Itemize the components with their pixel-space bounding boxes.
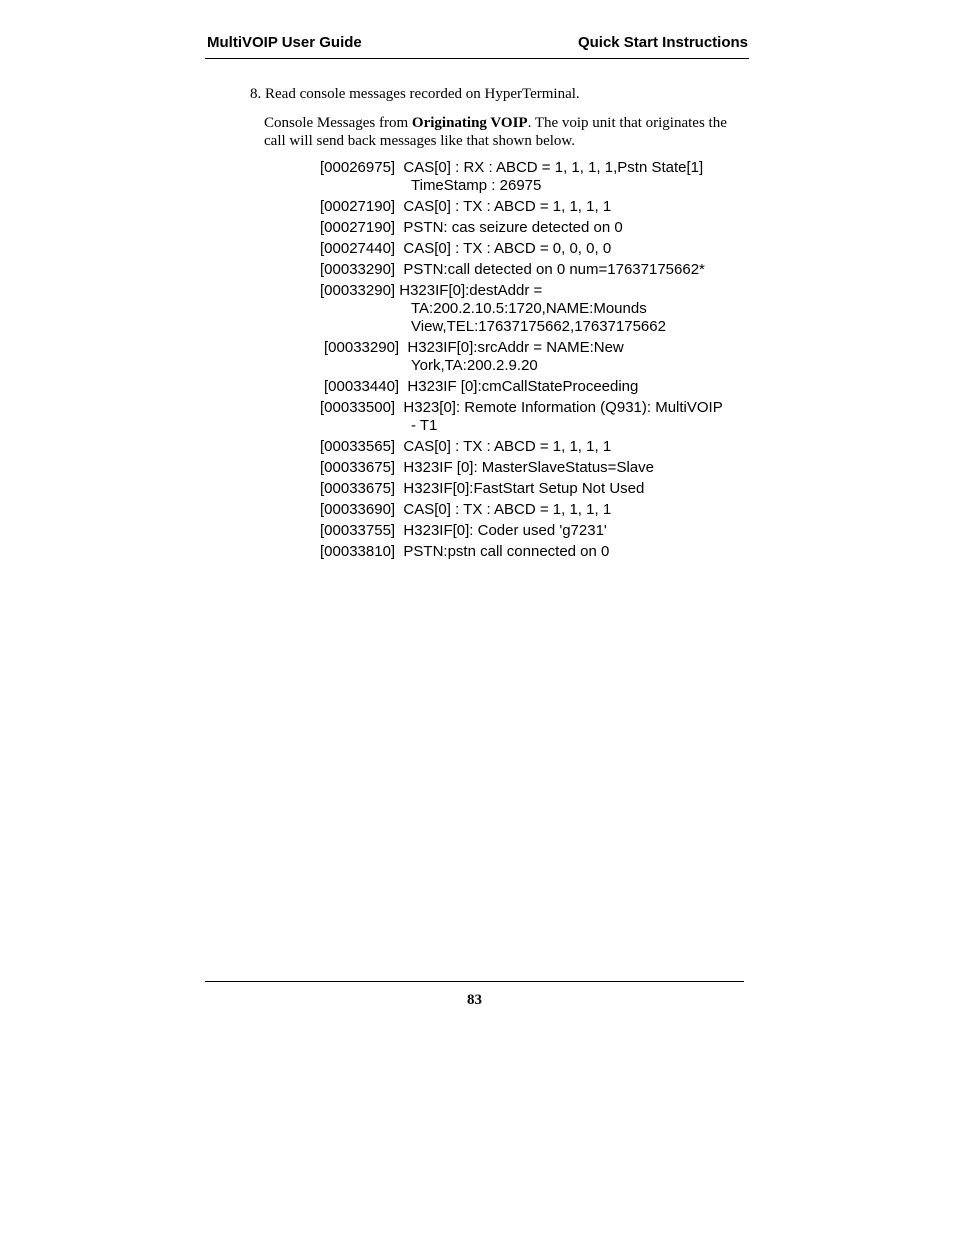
log-entry-first-line bbox=[320, 219, 750, 237]
log-timestamp: [00033500] bbox=[320, 399, 404, 416]
log-entry bbox=[320, 219, 750, 237]
log-timestamp: [00033755] bbox=[320, 522, 404, 539]
log-timestamp: [00027190] bbox=[320, 219, 404, 236]
log-entry-body bbox=[320, 438, 750, 456]
log-message: H323IF[0]:FastStart Setup Not Used bbox=[403, 480, 645, 497]
log-entry bbox=[320, 282, 750, 336]
log-message: CAS[0] : TX : ABCD = 1, 1, 1, 1 bbox=[403, 438, 612, 455]
running-header bbox=[207, 34, 748, 54]
log-entry bbox=[320, 399, 750, 435]
log-entry-body bbox=[320, 282, 750, 336]
log-entry-body bbox=[320, 543, 750, 561]
log-entry bbox=[320, 501, 750, 519]
footer-rule bbox=[205, 981, 744, 982]
log-entry bbox=[320, 459, 750, 477]
header-title: MultiVOIP User Guide bbox=[207, 34, 362, 51]
log-timestamp: [00033690] bbox=[320, 501, 404, 518]
log-entry-first-line bbox=[320, 339, 750, 357]
log-entry-body bbox=[320, 501, 750, 519]
log-entry bbox=[320, 378, 750, 396]
log-message: PSTN: cas seizure detected on 0 bbox=[403, 219, 623, 236]
log-entry-body bbox=[320, 159, 750, 195]
intro-paragraph bbox=[264, 114, 744, 150]
log-message: CAS[0] : TX : ABCD = 1, 1, 1, 1 bbox=[403, 501, 612, 518]
log-entry-first-line bbox=[320, 501, 750, 519]
log-message: H323IF[0]:destAddr = bbox=[399, 282, 543, 299]
intro-prefix: Console Messages from bbox=[264, 115, 412, 131]
log-entry-body bbox=[320, 261, 750, 279]
log-timestamp: [00033675] bbox=[320, 480, 404, 497]
log-entry bbox=[320, 261, 750, 279]
log-entry bbox=[320, 240, 750, 258]
log-timestamp: [00033290] bbox=[320, 282, 400, 299]
console-log bbox=[320, 159, 750, 564]
step-instruction: 8. Read console messages recorded on HyperTerminal. bbox=[250, 86, 580, 102]
log-message: H323IF[0]:srcAddr = NAME:New bbox=[407, 339, 624, 356]
log-entry bbox=[320, 198, 750, 216]
log-entry bbox=[320, 339, 750, 375]
log-message: CAS[0] : RX : ABCD = 1, 1, 1, 1,Pstn State[1] bbox=[403, 159, 704, 176]
log-message: CAS[0] : TX : ABCD = 0, 0, 0, 0 bbox=[403, 240, 612, 257]
log-entry bbox=[320, 438, 750, 456]
log-entry-first-line bbox=[320, 522, 750, 540]
header-section: Quick Start Instructions bbox=[577, 34, 748, 51]
log-timestamp: [00033675] bbox=[320, 459, 404, 476]
log-message-continuation: TimeStamp : 26975 bbox=[411, 177, 542, 194]
log-message-continuation: - T1 bbox=[411, 417, 438, 434]
log-entry-body bbox=[320, 240, 750, 258]
log-timestamp: [00026975] bbox=[320, 159, 404, 176]
log-entry-body bbox=[320, 339, 750, 375]
log-message: H323IF[0]: Coder used 'g7231' bbox=[403, 522, 607, 539]
page-number: 83 bbox=[467, 992, 482, 1008]
log-message-continuation: View,TEL:17637175662,17637175662 bbox=[411, 318, 666, 335]
log-timestamp: [00033810] bbox=[320, 543, 404, 560]
log-message: PSTN:pstn call connected on 0 bbox=[403, 543, 610, 560]
log-entry bbox=[320, 159, 750, 195]
log-entry-first-line bbox=[320, 480, 750, 498]
log-timestamp: [00033290] bbox=[320, 261, 404, 278]
log-entry-body bbox=[320, 198, 750, 216]
log-entry bbox=[320, 480, 750, 498]
intro-suffix: . The voip unit that originates the call will send back messages like that shown below. bbox=[264, 115, 727, 149]
log-entry-body bbox=[320, 480, 750, 498]
log-entry-first-line bbox=[320, 438, 750, 456]
log-entry-body bbox=[320, 219, 750, 237]
log-entry-first-line bbox=[320, 159, 750, 177]
log-message: H323IF [0]: MasterSlaveStatus=Slave bbox=[403, 459, 654, 476]
log-entry-first-line bbox=[320, 459, 750, 477]
log-entry bbox=[320, 543, 750, 561]
log-timestamp: [00027190] bbox=[320, 198, 404, 215]
header-rule bbox=[205, 58, 749, 59]
log-entry-first-line bbox=[320, 198, 750, 216]
log-timestamp: [00033440] bbox=[324, 378, 408, 395]
log-timestamp: [00033565] bbox=[320, 438, 404, 455]
log-message: H323IF [0]:cmCallStateProceeding bbox=[407, 378, 639, 395]
log-message: CAS[0] : TX : ABCD = 1, 1, 1, 1 bbox=[403, 198, 612, 215]
log-entry-first-line bbox=[320, 399, 750, 417]
log-entry-first-line bbox=[320, 543, 750, 561]
log-entry-body bbox=[320, 399, 750, 435]
log-entry-body bbox=[320, 378, 750, 396]
log-message-continuation: York,TA:200.2.9.20 bbox=[411, 357, 538, 374]
log-message-continuation: TA:200.2.10.5:1720,NAME:Mounds bbox=[411, 300, 647, 317]
log-entry-first-line bbox=[320, 282, 750, 300]
log-message: PSTN:call detected on 0 num=17637175662* bbox=[403, 261, 705, 278]
log-message: H323[0]: Remote Information (Q931): MultiVOIP bbox=[403, 399, 723, 416]
log-entry-body bbox=[320, 522, 750, 540]
log-entry-body bbox=[320, 459, 750, 477]
log-entry-first-line bbox=[320, 261, 750, 279]
log-timestamp: [00033290] bbox=[324, 339, 408, 356]
log-entry-first-line bbox=[320, 378, 750, 396]
log-entry bbox=[320, 522, 750, 540]
log-timestamp: [00027440] bbox=[320, 240, 404, 257]
log-entry-first-line bbox=[320, 240, 750, 258]
intro-bold-term: Originating VOIP bbox=[411, 115, 528, 131]
